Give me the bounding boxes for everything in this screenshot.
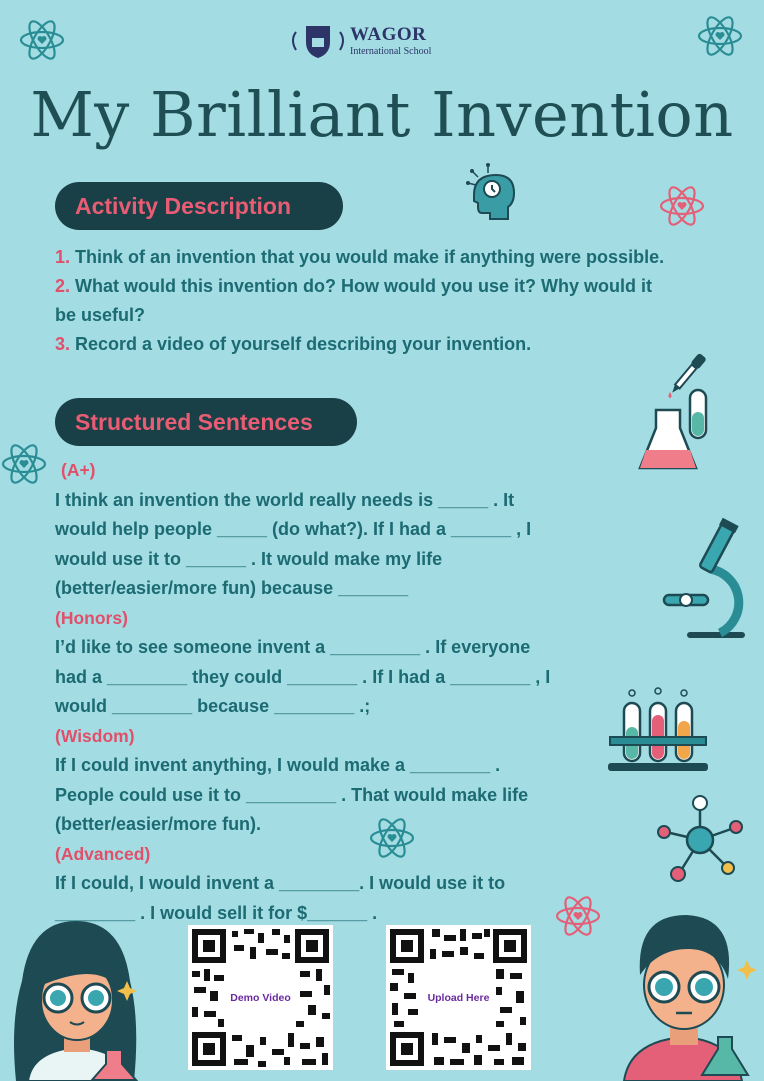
sentence-line: would ________ because ________ .; [55,696,371,716]
level-label: (Wisdom) [55,725,135,746]
sentence-line: If I could, I would invent a ________. I would use it to [55,873,506,893]
dropper-flask-icon [632,350,722,478]
sentence-line: I think an invention the world really needs is _____ . It [55,489,515,510]
sentence-line: I’d like to see someone invent a _________ . If everyone [55,637,531,657]
atom-icon [658,180,706,232]
shield-icon [290,22,346,60]
atom-icon [696,10,744,62]
atom-icon [18,14,66,66]
sentence-line: would help people _____ (do what?). If I had a ______ , I [55,519,532,539]
item-number: 2. [55,276,71,296]
test-tubes-icon [606,685,711,775]
molecule-icon [652,792,748,884]
qr-code-demo-video[interactable] [188,925,333,1070]
structured-heading: Structured Sentences [55,398,357,446]
school-logo [290,22,480,62]
sentence-line: ________ . I would sell it for $______ . [55,902,378,923]
item-text: Record a video of yourself describing your invention. [70,334,532,354]
qr-code-upload-here[interactable] [386,925,531,1070]
level-label: (Advanced) [55,843,151,864]
level-label: (Honors) [55,607,128,628]
level-label: (A+) [61,460,96,480]
sentence-line: had a ________ they could _______ . If I had a ________ , I [55,666,551,687]
activity-heading: Activity Description [55,182,343,230]
sentence-line: People could use it to _________ . That would make life [55,784,529,805]
item-text: Think of an invention that you would make if anything were possible. [70,247,665,267]
item-text: What would this invention do? How would you use it? Why would it be useful? [55,276,652,325]
list-item [55,330,675,359]
list-item [55,272,675,330]
sentence-line: (better/easier/more fun) because _______ [55,578,409,598]
item-number: 1. [55,247,71,267]
list-item [55,243,675,272]
brand-subtitle: International School [350,46,432,57]
sentence-line: If I could invent anything, I would make a ________ . [55,755,501,775]
item-number: 3. [55,334,71,354]
qr-label: Demo Video [224,983,297,1013]
atom-icon [0,438,48,490]
microscope-icon [660,515,746,640]
qr-label: Upload Here [422,983,495,1013]
girl-scientist-illustration [6,910,156,1081]
page-title: My Brilliant Invention [30,78,734,151]
boy-scientist-illustration [618,905,764,1081]
activity-list [55,243,675,359]
sentence-line: (better/easier/more fun). [55,814,262,834]
brain-icon [462,163,524,225]
structured-sentences [55,456,615,928]
sentence-line: would use it to ______ . It would make my life [55,548,443,569]
brand-name: WAGOR [350,24,427,45]
